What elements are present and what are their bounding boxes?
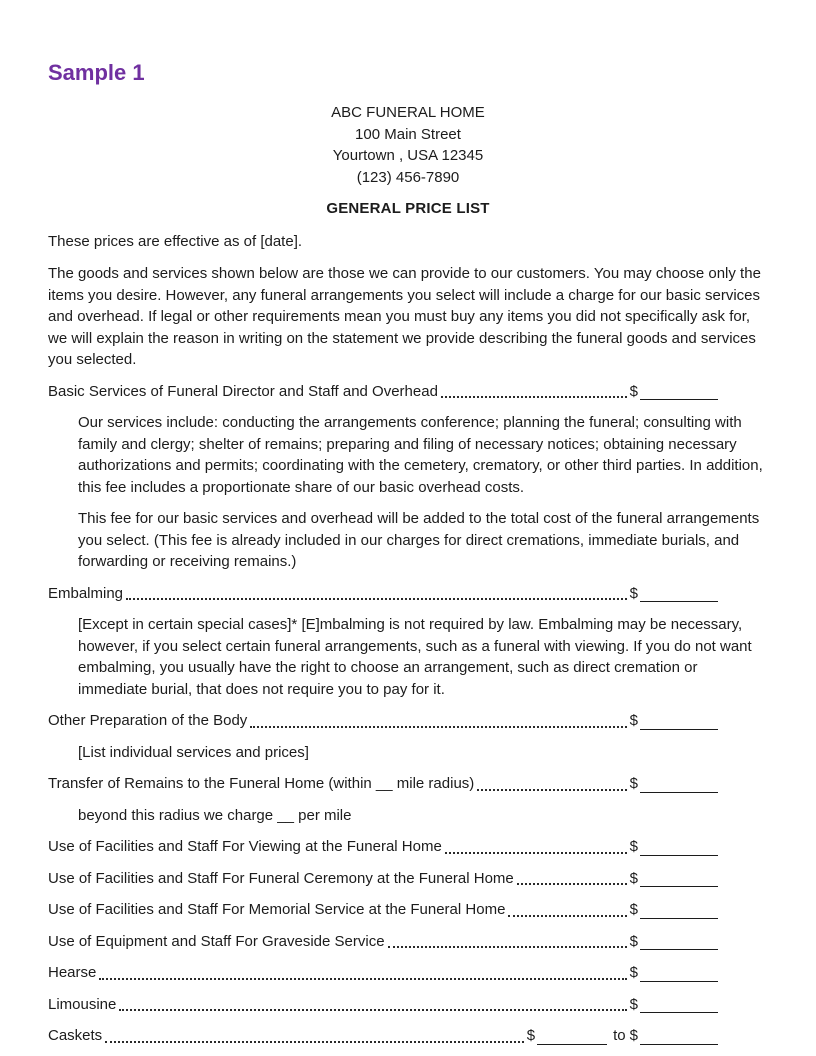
currency-symbol: $ xyxy=(629,932,638,950)
price-line-basic-services xyxy=(48,381,768,403)
dot-leader xyxy=(508,915,626,917)
price-item-label: Use of Facilities and Staff For Funeral Ceremony at the Funeral Home xyxy=(48,869,514,887)
range-separator: to xyxy=(613,1027,626,1044)
price-item-label: Basic Services of Funeral Director and Staff and Overhead xyxy=(48,382,438,400)
price-amount-blank xyxy=(640,855,718,856)
price-line-limousine xyxy=(48,994,768,1016)
price-line-caskets xyxy=(48,1025,768,1047)
price-item-label: Use of Facilities and Staff For Viewing at the Funeral Home xyxy=(48,838,442,855)
note-embalming: [Except in certain special cases]* [E]mbalming is not required by law. Embalming may be necessary, however, if you select certain funeral arrangements, such as a funeral with viewing. If you do not want embalming, you usually have the right to choose an arrangement, such as direct cremation or immediate burial, that does not require you to pay for it. xyxy=(78,616,752,698)
currency-symbol: $ xyxy=(629,901,638,918)
dot-leader xyxy=(99,978,626,980)
price-line-hearse xyxy=(48,962,768,984)
currency-symbol: $ xyxy=(629,775,638,792)
currency-symbol: $ xyxy=(629,382,638,400)
currency-symbol: $ xyxy=(629,584,638,602)
price-line-other-preparation xyxy=(48,710,768,732)
phone-number: (123) 456-7890 xyxy=(356,168,460,186)
price-amount-blank-high xyxy=(640,1044,718,1045)
currency-symbol: $ xyxy=(629,964,638,981)
dot-leader xyxy=(477,789,626,791)
disclosure-paragraph: The goods and services shown below are those we can provide to our customers. You may choose only the items you desire. However, any funeral arrangements you select will include a charge for our basic services and overhead. If legal or other requirements mean you must buy any items you did not specifically ask for, we will explain the reason in writing on the statement we provide describing the funeral goods and services you selected. xyxy=(48,265,761,368)
currency-symbol: $ xyxy=(629,1027,638,1044)
dot-leader xyxy=(441,396,627,398)
currency-symbol: $ xyxy=(526,1027,536,1044)
price-line-facilities-viewing xyxy=(48,836,768,858)
price-amount-blank xyxy=(640,729,718,730)
price-amount-blank xyxy=(640,981,718,982)
currency-symbol: $ xyxy=(629,869,638,887)
price-item-label: Transfer of Remains to the Funeral Home (within __ mile radius) xyxy=(48,775,475,792)
dot-leader xyxy=(126,598,627,600)
price-item-label: Hearse xyxy=(48,964,97,981)
price-line-facilities-funeral-ceremony xyxy=(48,868,768,890)
price-amount-blank xyxy=(640,792,718,793)
price-line-embalming xyxy=(48,583,768,605)
dot-leader xyxy=(388,946,627,948)
price-item-label: Embalming xyxy=(48,584,124,602)
note-transfer-radius: beyond this radius we charge __ per mile xyxy=(78,806,352,824)
effective-date-line: These prices are effective as of [date]. xyxy=(48,232,303,250)
price-line-facilities-memorial-service xyxy=(48,899,768,921)
business-name: ABC FUNERAL HOME xyxy=(331,104,485,121)
dot-leader xyxy=(119,1009,626,1011)
address-line-2: Yourtown , USA 12345 xyxy=(332,147,484,164)
price-item-label: Use of Equipment and Staff For Graveside Service xyxy=(48,932,385,950)
note-basic-services-2: This fee for our basic services and overhead will be added to the total cost of the funeral arrangements you select. (This fee is already included in our charges for direct cremations, immediate burials, and forwarding or receiving remains.) xyxy=(78,510,760,570)
price-amount-blank xyxy=(640,886,718,887)
price-amount-blank xyxy=(640,918,718,919)
dot-leader xyxy=(445,852,627,854)
price-amount-blank xyxy=(640,601,718,602)
price-item-label: Use of Facilities and Staff For Memorial Service at the Funeral Home xyxy=(48,901,506,918)
dot-leader xyxy=(517,883,627,885)
address-line-1: 100 Main Street xyxy=(355,125,461,143)
document-title: GENERAL PRICE LIST xyxy=(326,200,490,217)
price-item-label: Limousine xyxy=(48,995,117,1013)
note-other-preparation: [List individual services and prices] xyxy=(78,743,309,761)
sample-title: Sample 1 xyxy=(48,60,145,85)
dot-leader xyxy=(250,726,626,728)
letterhead xyxy=(48,102,768,188)
price-amount-blank xyxy=(640,949,718,950)
price-amount-blank-low xyxy=(537,1044,607,1045)
price-item-label: Caskets xyxy=(48,1027,103,1044)
price-amount-blank xyxy=(640,399,718,400)
price-item-label: Other Preparation of the Body xyxy=(48,712,248,729)
dot-leader xyxy=(105,1041,524,1043)
currency-symbol: $ xyxy=(629,838,638,855)
price-line-transfer-of-remains xyxy=(48,773,768,795)
currency-symbol: $ xyxy=(629,712,638,729)
price-line-graveside-service xyxy=(48,931,768,953)
note-basic-services-1: Our services include: conducting the arrangements conference; planning the funeral; consulting with family and clergy; shelter of remains; preparing and filing of necessary notices; obtaining necessary authorizations and permits; coordinating with the cemetery, crematory, or other third parties. In addition, this fee includes a proportionate share of our basic overhead costs. xyxy=(78,414,763,496)
price-amount-blank xyxy=(640,1012,718,1013)
currency-symbol: $ xyxy=(629,995,638,1013)
